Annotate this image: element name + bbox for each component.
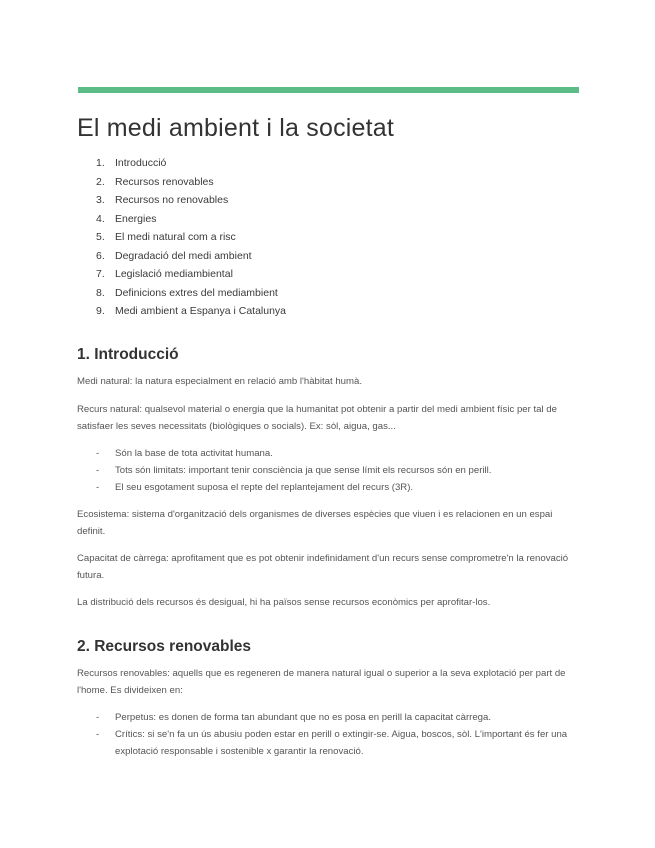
toc-label: Definicions extres del mediambient <box>115 286 278 299</box>
toc-item-legislacio[interactable]: 7. Legislació mediambiental <box>96 268 233 280</box>
toc-item-energies[interactable]: 4. Energies <box>96 212 157 225</box>
toc-label: El medi natural com a risc <box>115 231 236 243</box>
toc-label: Legislació mediambiental <box>115 268 233 280</box>
toc-label: Introducció <box>115 157 167 169</box>
document-title: El medi ambient i la societat <box>77 114 395 142</box>
list-item: - Crítics: si se'n fa un ús abusiu poden estar en perill o extingir-se. Aigua, boscos, sòl. L'important és fer una explotació responsable i sostenible x garantir la renovació. <box>96 729 568 757</box>
paragraph-capacitat-carrega: Capacitat de càrrega: aprofitament que es pot obtenir indefinidament d'un recurs sense comprometre'n la renovació futura. <box>77 553 569 581</box>
toc-label: Energies <box>115 212 157 225</box>
list-item: - Perpetus: es donen de forma tan abundant que no es posa en perill la capacitat càrrega. <box>96 712 492 723</box>
paragraph-recurs-natural: Recurs natural: qualsevol material o energia que la humanitat pot obtenir a partir del medi ambient físic per tal de satisfaer les seves necessitats (biològiques o socials). Ex: sòl, aigua, gas... <box>77 404 557 432</box>
toc-label: Medi ambient a Espanya i Catalunya <box>115 305 287 317</box>
section-heading-recursos-renovables: 2. Recursos renovables <box>77 638 252 655</box>
section-heading-introduccio: 1. Introducció <box>77 346 179 363</box>
toc-item-medi-natural-risc[interactable]: 5. El medi natural com a risc <box>96 231 236 243</box>
paragraph-medi-natural: Medi natural: la natura especialment en relació amb l'hàbitat humà. <box>77 376 363 387</box>
toc-item-recursos-renovables[interactable]: 2. Recursos renovables <box>96 175 214 188</box>
paragraph-distribucio: La distribució dels recursos és desigual, hi ha països sense recursos econòmics per aprofitar-los. <box>77 597 491 608</box>
toc-label: Degradació del medi ambient <box>115 249 252 262</box>
paragraph-ecosistema: Ecosistema: sistema d'organització dels organismes de diverses espècies que viuen i es relacionen en un espai definit. <box>77 509 553 537</box>
toc-label: Recursos renovables <box>115 175 214 188</box>
toc-label: Recursos no renovables <box>115 194 229 206</box>
paragraph-recursos-renovables: Recursos renovables: aquells que es regeneren de manera natural igual o superior a la seva explotació per part de l'home. Es divideixen en: <box>77 668 566 696</box>
list-item: - Tots són limitats: important tenir consciència ja que sense límit els recursos són en perill. <box>96 465 492 476</box>
bullet-list-renovables <box>96 709 582 760</box>
title-accent-bar <box>78 87 579 93</box>
table-of-contents <box>96 154 286 321</box>
toc-item-definicions[interactable]: 8. Definicions extres del mediambient <box>96 286 278 299</box>
bullet-list-recursos <box>96 445 582 496</box>
list-item: - El seu esgotament suposa el repte del replantejament del recurs (3R). <box>96 482 414 493</box>
toc-item-espanya-catalunya[interactable]: 9. Medi ambient a Espanya i Catalunya <box>96 305 287 317</box>
toc-item-introduccio[interactable]: 1. Introducció <box>96 157 167 169</box>
toc-item-degradacio[interactable]: 6. Degradació del medi ambient <box>96 249 252 262</box>
toc-item-recursos-no-renovables[interactable]: 3. Recursos no renovables <box>96 194 229 206</box>
list-item: - Són la base de tota activitat humana. <box>96 448 273 459</box>
